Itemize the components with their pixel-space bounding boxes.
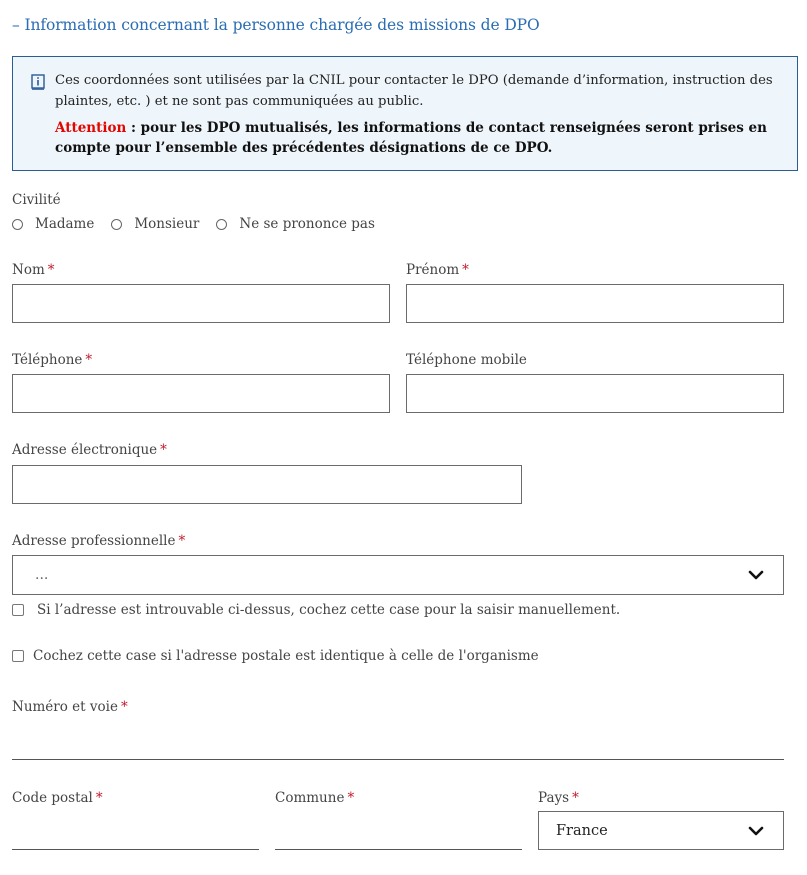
pays-value: France [556, 822, 608, 839]
info-icon [31, 74, 45, 90]
same-address-checkbox-row[interactable] [12, 648, 539, 664]
info-notice [12, 56, 798, 171]
pays-label [538, 790, 579, 806]
telephone-input[interactable] [12, 374, 390, 413]
telephone-label [12, 352, 92, 368]
manual-address-checkbox[interactable] [12, 604, 24, 616]
radio-circle-icon[interactable] [111, 219, 122, 230]
required-mark: * [95, 790, 103, 806]
info-text: Ces coordonnées sont utilisées par la CNIL pour contacter le DPO (demande d’information, instruction des plaintes, etc. ) et ne sont pas communiquées au public. [55, 73, 773, 109]
prenom-input[interactable] [406, 284, 784, 323]
required-mark: * [462, 262, 469, 278]
email-input[interactable] [12, 465, 522, 504]
code-postal-label [12, 790, 103, 806]
adresse-pro-label-text: Adresse professionnelle [12, 533, 176, 549]
required-mark: * [347, 790, 355, 806]
civilite-radio-group [12, 216, 392, 232]
nom-label [12, 262, 55, 278]
required-mark: * [160, 442, 167, 458]
attention-text: : pour les DPO mutualisés, les informations de contact renseignées seront prises en compte pour l’ensemble des précédentes désignations de ce DPO. [55, 120, 767, 156]
same-address-checkbox[interactable] [12, 650, 24, 662]
section-title[interactable]: – Information concernant la personne chargée des missions de DPO [12, 16, 540, 34]
radio-monsieur[interactable] [111, 216, 199, 232]
radio-label: Monsieur [134, 216, 200, 232]
radio-circle-icon[interactable] [12, 219, 23, 230]
pays-label-text: Pays [538, 790, 570, 806]
nom-label-text: Nom [12, 262, 45, 278]
mobile-input[interactable] [406, 374, 784, 413]
commune-label-text: Commune [275, 790, 345, 806]
telephone-label-text: Téléphone [12, 352, 83, 368]
chevron-down-icon[interactable] [748, 570, 764, 580]
numero-voie-input[interactable] [12, 759, 784, 760]
radio-label: Ne se prononce pas [239, 216, 375, 232]
pays-select[interactable] [538, 811, 784, 850]
radio-madame[interactable] [12, 216, 94, 232]
adresse-pro-select[interactable] [12, 555, 784, 595]
numero-voie-label [12, 699, 128, 715]
attention-label: Attention [55, 120, 127, 136]
prenom-label-text: Prénom [406, 262, 460, 278]
commune-input[interactable] [275, 849, 522, 850]
code-postal-label-text: Code postal [12, 790, 93, 806]
attention-line [55, 118, 783, 158]
required-mark: * [572, 790, 579, 806]
code-postal-input[interactable] [12, 849, 259, 850]
email-label-text: Adresse électronique [12, 442, 158, 458]
required-mark: * [178, 533, 186, 549]
prenom-label [406, 262, 469, 278]
radio-circle-icon[interactable] [216, 219, 227, 230]
civilite-label: Civilité [12, 192, 61, 208]
nom-input[interactable] [12, 284, 390, 323]
commune-label [275, 790, 354, 806]
adresse-pro-placeholder: ... [35, 567, 49, 583]
email-label [12, 442, 167, 458]
required-mark: * [120, 699, 128, 715]
radio-label: Madame [35, 216, 95, 232]
manual-address-label: Si l’adresse est introuvable ci-dessus, cochez cette case pour la saisir manuellement. [37, 602, 621, 618]
radio-ne-se-prononce-pas[interactable] [216, 216, 375, 232]
required-mark: * [85, 352, 93, 368]
mobile-label: Téléphone mobile [406, 352, 527, 368]
adresse-pro-label [12, 533, 185, 549]
numero-voie-label-text: Numéro et voie [12, 699, 118, 715]
manual-address-checkbox-row[interactable] [12, 602, 620, 618]
same-address-label: Cochez cette case si l'adresse postale est identique à celle de l'organisme [33, 648, 539, 664]
required-mark: * [47, 262, 55, 278]
chevron-down-icon[interactable] [748, 826, 764, 836]
